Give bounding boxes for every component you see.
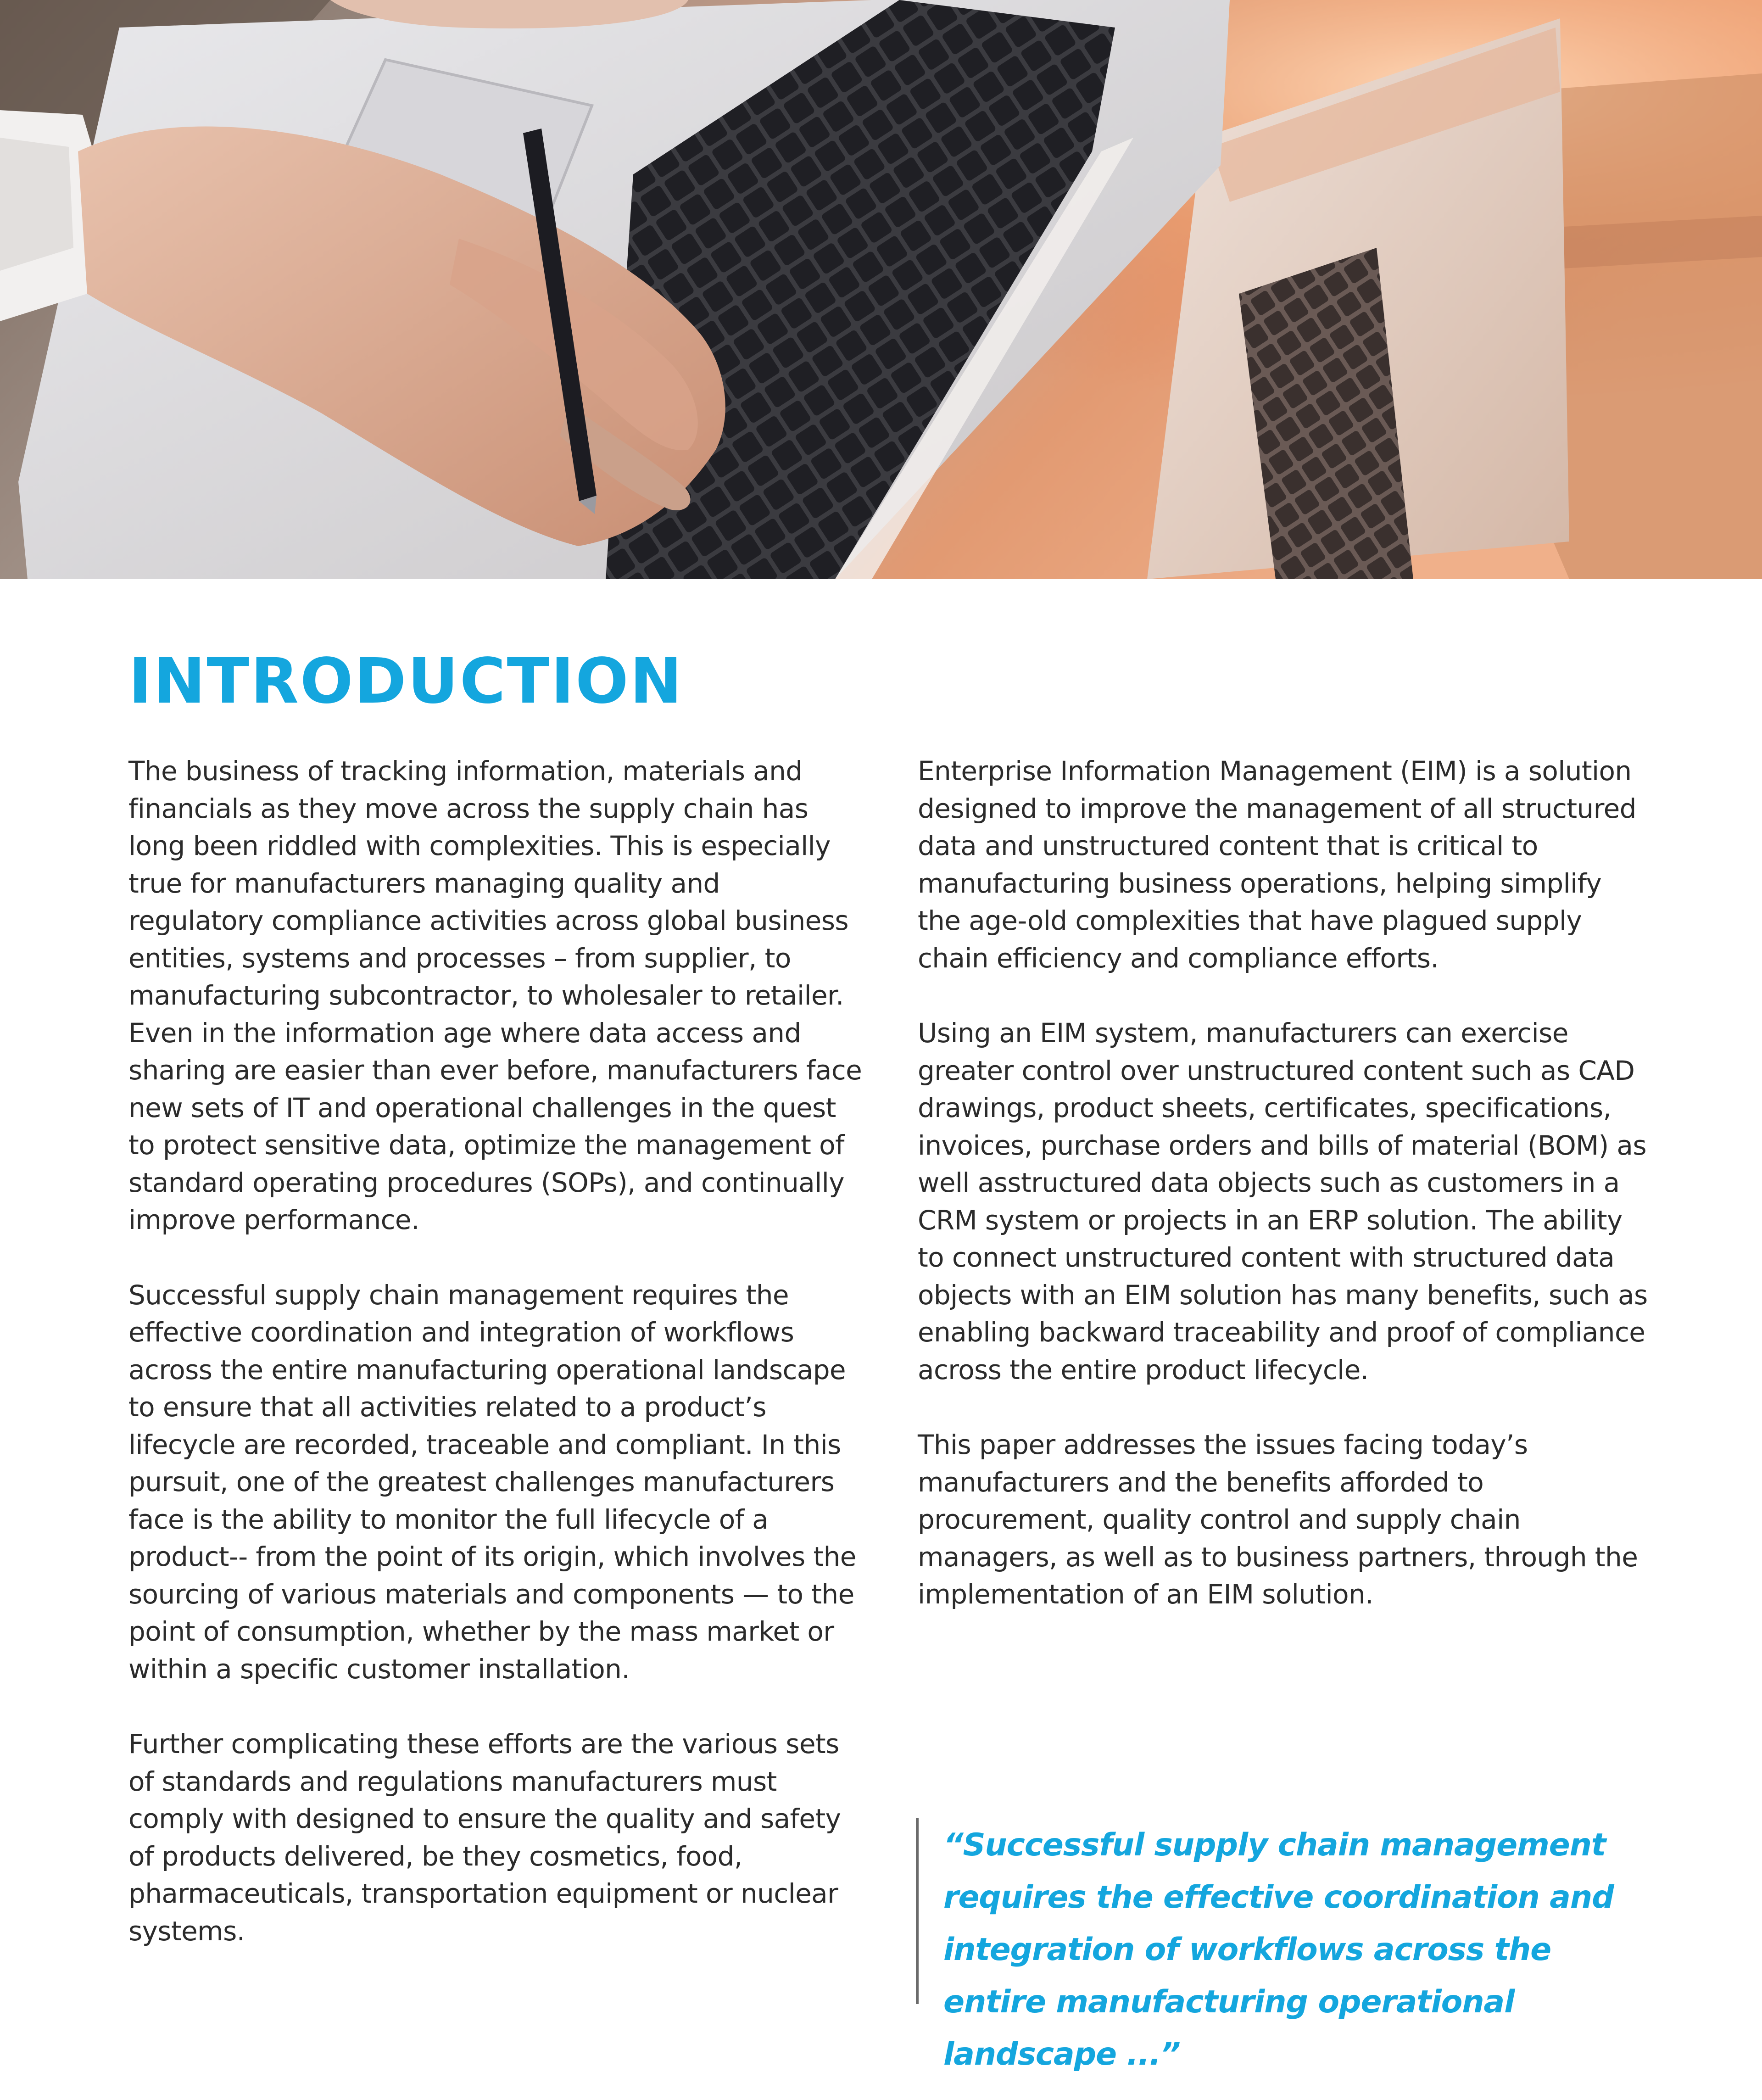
left-paragraph-3: Further complicating these efforts are the various sets of standards and regulations manufacturers must comply with designed to ensure the quality and safety of products delivered, be they cosmetics, food, pharmaceuticals, transportation equipment or nuclear systems.	[128, 1728, 841, 1947]
right-paragraph-2: Using an EIM system, manufacturers can exercise greater control over unstructured content such as CAD drawings, product sheets, certificates, specifications, invoices, purchase orders and bills of material (BOM) as well asstructured data objects such as customers in a CRM system or projects in an ERP solution. The ability to connect unstructured content with structured data objects with an EIM solution has many benefits, such as enabling backward traceability and proof of compliance across the entire product lifecycle.	[918, 1017, 1648, 1385]
left-paragraph-2: Successful supply chain management requires the effective coordination and integration of workflows across the entire manufacturing operational landscape to ensure that all activities related to a product’s lifecycle are recorded, traceable and compliant. In this pursuit, one of the greatest challenges manufacturers face is the ability to monitor the full lifecycle of a product-- from the point of its origin, which involves the sourcing of various materials and components — to the point of consumption, whether by the mass market or within a specific customer installation.	[128, 1279, 856, 1685]
hero-image	[0, 0, 1762, 579]
page-title: INTRODUCTION	[128, 645, 684, 718]
right-paragraph-3: This paper addresses the issues facing today’s manufacturers and the benefits afforded to procurement, quality control and supply chain managers, as well as to business partners, through the implementation of an EIM solution.	[918, 1429, 1638, 1610]
right-column	[918, 753, 1652, 1651]
right-paragraph-1: Enterprise Information Management (EIM) is a solution designed to improve the management of all structured data and unstructured content that is critical to manufacturing business operations, helping simplify the age-old complexities that have plagued supply chain efficiency and compliance efforts.	[918, 755, 1636, 974]
pull-quote-text: “Successful supply chain management requires the effective coordination and integration of workflows across the entire manufacturing operational landscape ...”	[943, 1827, 1614, 2072]
pull-quote	[916, 1818, 1632, 2072]
left-paragraph-1: The business of tracking information, materials and financials as they move across the supply chain has long been riddled with complexities. This is especially true for manufacturers managing quality and regulatory compliance activities across global business entities, systems and processes – from supplier, to manufacturing subcontractor, to wholesaler to retailer. Even in the information age where data access and sharing are easier than ever before, manufacturers face new sets of IT and operational challenges in the quest to protect sensitive data, optimize the management of standard operating procedures (SOPs), and continually improve performance.	[128, 755, 862, 1235]
left-column	[128, 753, 863, 1988]
